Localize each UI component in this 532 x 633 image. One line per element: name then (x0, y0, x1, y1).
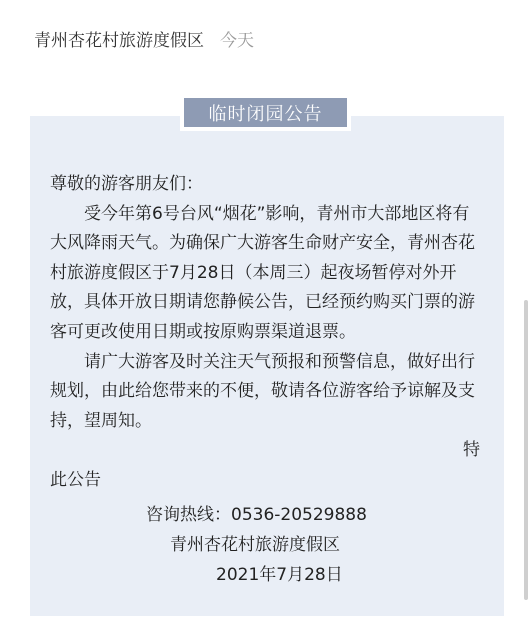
article-header (34, 26, 254, 51)
notice-te: 特 (463, 440, 480, 461)
notice-title-frame (180, 94, 351, 131)
notice-paragraph-2: 请广大游客及时关注天气预报和预警信息，做好出行规划，由此给您带来的不便，敬请各位游客给予谅解及支持，望周知。 (50, 351, 475, 431)
notice-ci-gonggao: 此公告 (50, 469, 101, 490)
publish-time: 今天 (220, 31, 254, 51)
notice-title: 临时闭园公告 (184, 98, 347, 127)
notice-hotline: 咨询热线：0536-20529888 (146, 505, 367, 525)
notice-paragraph-1: 受今年第6号台风“烟花”影响，青州市大部地区将有大风降雨天气。为确保广大游客生命财产安全，青州杏花村旅游度假区于7月28日（本周三）起夜场暂停对外开放，具体开放日期请您静候公告，已经预约购买门票的游客可更改使用日期或按原购票渠道退票。 (50, 203, 475, 342)
notice-greeting: 尊敬的游客朋友们： (50, 174, 203, 194)
notice-organization: 青州杏花村旅游度假区 (170, 535, 340, 555)
scrollbar[interactable] (524, 300, 528, 600)
notice-date: 2021年7月28日 (216, 565, 343, 585)
account-name[interactable]: 青州杏花村旅游度假区 (34, 31, 204, 51)
notice-body (50, 170, 480, 496)
